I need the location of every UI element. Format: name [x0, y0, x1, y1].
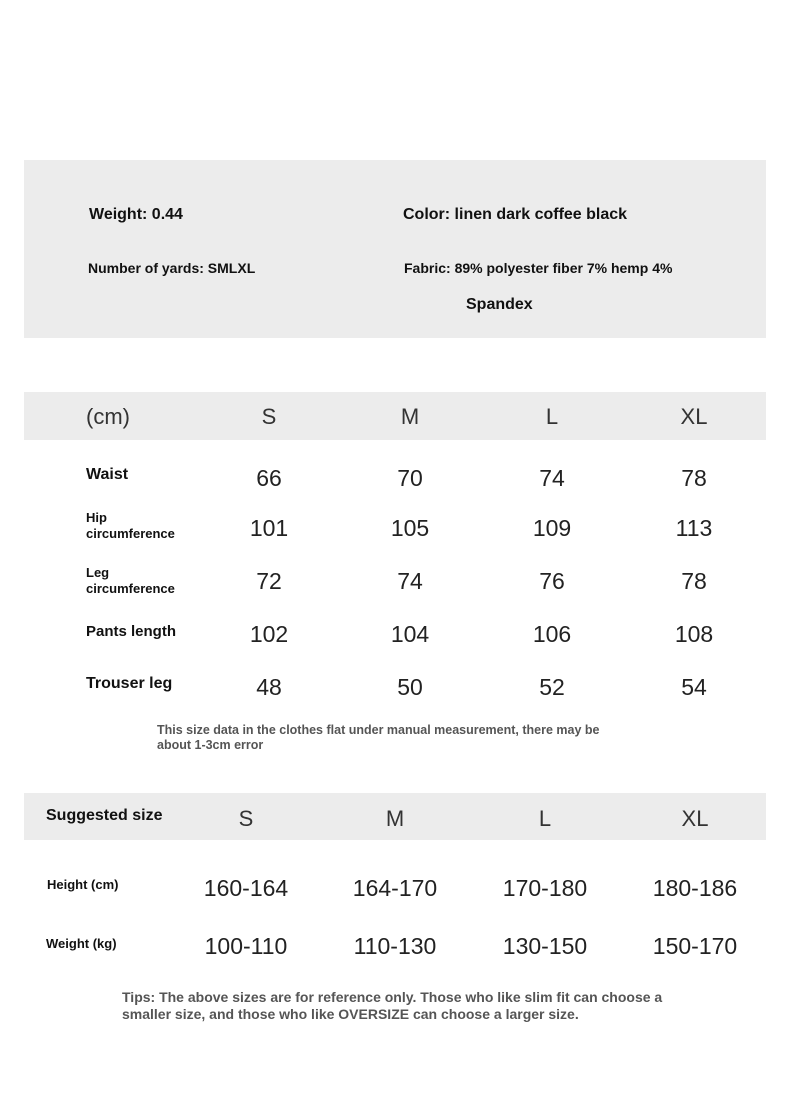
- suggested-size-title: Suggested size: [46, 807, 163, 824]
- table-cell: 76: [539, 568, 565, 594]
- table-cell: 164-170: [352, 875, 438, 901]
- fabric-info: Fabric: 89% polyester fiber 7% hemp 4%: [404, 260, 673, 276]
- table-cell: 78: [681, 465, 707, 491]
- row-label-waist: Waist: [86, 466, 129, 483]
- table-cell: 150-170: [652, 933, 738, 959]
- table-cell: 130-150: [502, 933, 588, 959]
- yards-info: Number of yards: SMLXL: [88, 260, 256, 276]
- measurement-note-line2: about 1-3cm error: [157, 738, 264, 752]
- unit-header: (cm): [86, 404, 130, 429]
- row-label-weight: Weight (kg): [46, 936, 117, 951]
- row-label-hip-line2: circumference: [86, 526, 175, 541]
- table-cell: 105: [390, 515, 430, 541]
- color-info: Color: linen dark coffee black: [403, 206, 628, 223]
- size-header-s: S: [261, 404, 277, 429]
- measurement-note-line1: This size data in the clothes flat under manual measurement, there may be: [157, 723, 600, 737]
- product-info-panel: [24, 160, 766, 338]
- row-label-leg: [86, 565, 175, 597]
- row-label-hip: [86, 510, 175, 542]
- table-cell: 170-180: [502, 875, 588, 901]
- table-cell: 180-186: [652, 875, 738, 901]
- table-cell: 110-130: [353, 933, 437, 959]
- table-cell: 109: [532, 515, 572, 541]
- table-cell: 160-164: [203, 875, 289, 901]
- table-cell: 52: [539, 674, 565, 700]
- table-cell: 104: [390, 621, 430, 647]
- size-header-m: M: [400, 404, 420, 429]
- table-cell: 74: [397, 568, 423, 594]
- table-cell: 113: [675, 515, 713, 541]
- table-cell: 66: [256, 465, 282, 491]
- size-tips-line1: Tips: The above sizes are for reference only. Those who like slim fit can choose a: [122, 989, 663, 1005]
- measurement-note: [157, 723, 600, 753]
- row-label-hip-line1: Hip: [86, 510, 107, 525]
- row-label-height: Height (cm): [47, 877, 119, 892]
- size-tips: [122, 989, 662, 1023]
- row-label-leg-line1: Leg: [86, 565, 110, 580]
- size-tips-line2: smaller size, and those who like OVERSIZE can choose a larger size.: [122, 1006, 579, 1022]
- suggested-header-s: S: [238, 806, 254, 831]
- table-cell: 72: [256, 568, 282, 594]
- table-cell: 74: [539, 465, 565, 491]
- table-cell: 102: [249, 621, 289, 647]
- table-cell: 101: [249, 515, 289, 541]
- size-header-l: L: [545, 404, 559, 429]
- row-label-leg-line2: circumference: [86, 581, 175, 596]
- table-cell: 106: [532, 621, 572, 647]
- row-label-trouser-leg: Trouser leg: [86, 675, 173, 692]
- suggested-header-xl: XL: [681, 806, 709, 831]
- table-cell: 100-110: [204, 933, 288, 959]
- size-header-xl: XL: [680, 404, 708, 429]
- weight-info: Weight: 0.44: [89, 206, 183, 223]
- fabric-info-continued: Spandex: [466, 296, 533, 313]
- table-cell: 48: [256, 674, 282, 700]
- table-cell: 108: [674, 621, 714, 647]
- table-cell: 70: [397, 465, 423, 491]
- table-cell: 50: [397, 674, 423, 700]
- table-cell: 54: [681, 674, 707, 700]
- row-label-pants-length: Pants length: [86, 623, 177, 640]
- suggested-header-m: M: [385, 806, 405, 831]
- suggested-header-l: L: [538, 806, 552, 831]
- table-cell: 78: [681, 568, 707, 594]
